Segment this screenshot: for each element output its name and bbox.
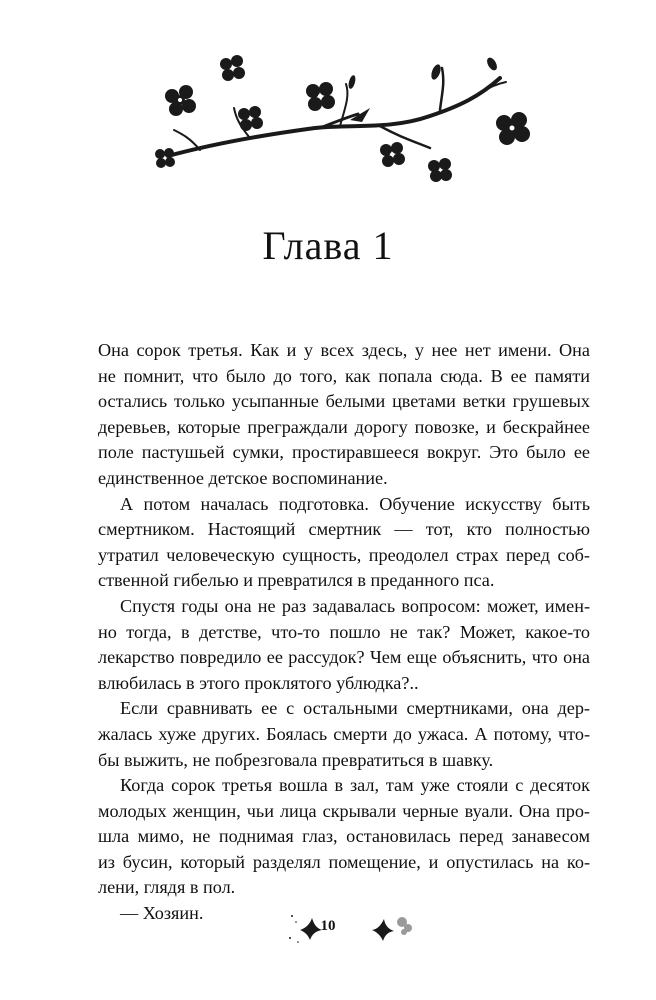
text-line: лекарство повредило ее рассудок? Чем еще объяснить, что она — [98, 647, 590, 668]
text-line: бы выжить, не побрезговала превратиться в шавку. — [98, 749, 494, 770]
page-number: 10 — [320, 918, 336, 934]
text-line: Она сорок третья. Как и у всех здесь, у нее нет имени. Она — [98, 340, 590, 360]
text-line: утратил человеческую сущность, преодолел страх перед соб- — [98, 544, 590, 565]
text-line: А потом началась подготовка. Обучение искусству быть — [120, 493, 590, 514]
text-line: из бусин, который разделял помещение, и опустилась на ко- — [98, 851, 590, 872]
text-line: Когда сорок третья вошла в зал, там уже стояли с десяток — [120, 775, 590, 796]
text-line: лени, глядя в пол. — [98, 877, 236, 898]
text-line: — Хозяин. — [120, 903, 204, 924]
chapter-title: Глава 1 — [262, 223, 394, 268]
text-line: остались только усыпанные белыми цветами ветки грушевых — [98, 391, 590, 412]
text-line: Если сравнивать ее с остальными смертниками, она дер- — [120, 698, 590, 719]
text-line: ственной гибелью и превратился в преданного пса. — [98, 570, 495, 591]
text-line: влюбилась в этого проклятого ублюдка?.. — [98, 672, 419, 693]
text-line: поле пастушьей сумки, простиравшееся вокруг. Это было ее — [98, 442, 590, 463]
text-line: смертником. Настоящий смертник — тот, кто полностью — [98, 519, 590, 540]
text-line: молодых женщин, чьи лица скрывали черные вуали. Она про- — [98, 800, 590, 821]
bird-silhouette-icon — [366, 908, 416, 948]
text-line: деревьев, которые преграждали дорогу повозке, и бескрайнее — [98, 416, 590, 437]
text-line: жалась хуже других. Боялась смерти до ужаса. А потому, что- — [98, 723, 590, 744]
text-line: Спустя годы она не раз задавалась вопросом: может, имен- — [120, 595, 590, 616]
text-line: единственное детское воспоминание. — [98, 467, 388, 488]
cherry-blossom-branch-icon — [140, 38, 540, 198]
text-line: но тогда, в детстве, что-то пошло не так? Может, какое-то — [98, 621, 590, 642]
body-text — [98, 338, 590, 927]
text-line: не помнит, что было до того, как попала сюда. В ее памяти — [98, 365, 590, 386]
page-footer — [0, 908, 656, 948]
text-line: шла мимо, не поднимая глаз, остановилась перед занавесом — [98, 826, 590, 847]
